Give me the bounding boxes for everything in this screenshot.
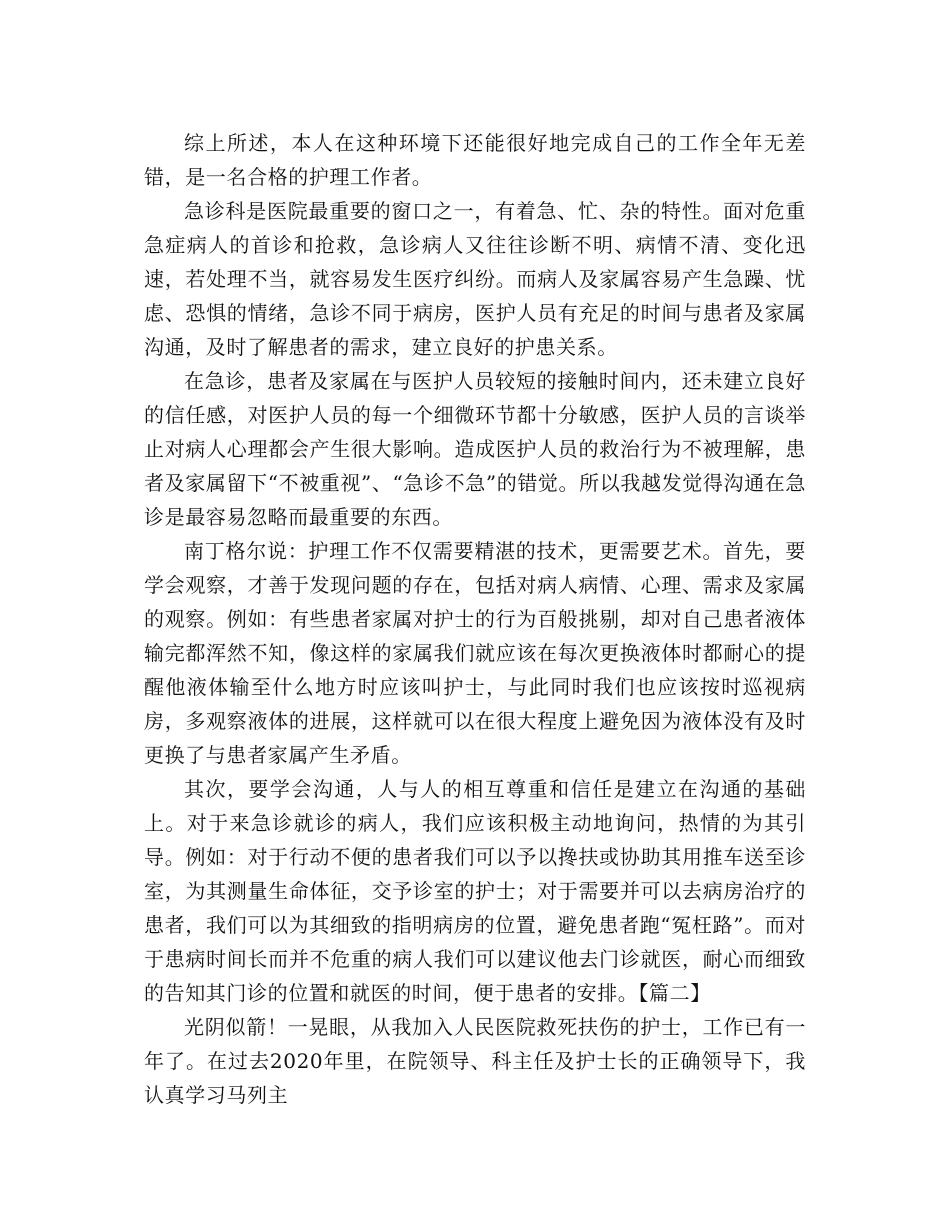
paragraph-nightingale: 南丁格尔说：护理工作不仅需要精湛的技术，更需要艺术。首先，要学会观察，才善于发现问题的存在，包括对病人病情、心理、需求及家属的观察。例如：有些患者家属对护士的行为百般挑剔，却对自己患者液体输完都浑然不知，像这样的家属我们就应该在每次更换液体时都耐心的提醒他液体输至什么地方时应该叫护士，与此同时我们也应该按时巡视病房，多观察液体的进展，这样就可以在很大程度上避免因为液体没有及时更换了与患者家属产生矛盾。	[144, 539, 806, 767]
paragraph-emergency-department: 急诊科是医院最重要的窗口之一，有着急、忙、杂的特性。面对危重急症病人的首诊和抢救，急诊病人又往往诊断不明、病情不清、变化迅速，若处理不当，就容易发生医疗纠纷。而病人及家属容易产生急躁、忧虑、恐惧的情绪，急诊不同于病房，医护人员有充足的时间与患者及家属沟通，及时了解患者的需求，建立良好的护患关系。	[144, 199, 806, 359]
paragraph-year-review: 光阴似箭！一晃眼，从我加入人民医院救死扶伤的护士，工作已有一年了。在过去2020年里，在院领导、科主任及护士长的正确领导下，我认真学习马列主	[144, 1015, 806, 1107]
paragraph-communication: 其次，要学会沟通，人与人的相互尊重和信任是建立在沟通的基础上。对于来急诊就诊的病人，我们应该积极主动地询问，热情的为其引导。例如：对于行动不便的患者我们可以予以搀扶或协助其用推车送至诊室，为其测量生命体征，交予诊室的护士；对于需要并可以去病房治疗的患者，我们可以为其细致的指明病房的位置，避免患者跑“冤枉路”。而对于患病时间长而并不危重的病人我们可以建议他去门诊就医，耐心而细致的告知其门诊的位置和就医的时间，便于患者的安排。【篇二】	[144, 777, 806, 1005]
paragraph-trust: 在急诊，患者及家属在与医护人员较短的接触时间内，还未建立良好的信任感，对医护人员的每一个细微环节都十分敏感，医护人员的言谈举止对病人心理都会产生很大影响。造成医护人员的救治行为不被理解，患者及家属留下“不被重视”、“急诊不急”的错觉。所以我越发觉得沟通在急诊是最容易忽略而最重要的东西。	[144, 369, 806, 529]
document-body	[144, 126, 806, 1112]
paragraph-summary: 综上所述，本人在这种环境下还能很好地完成自己的工作全年无差错，是一名合格的护理工作者。	[144, 131, 806, 189]
